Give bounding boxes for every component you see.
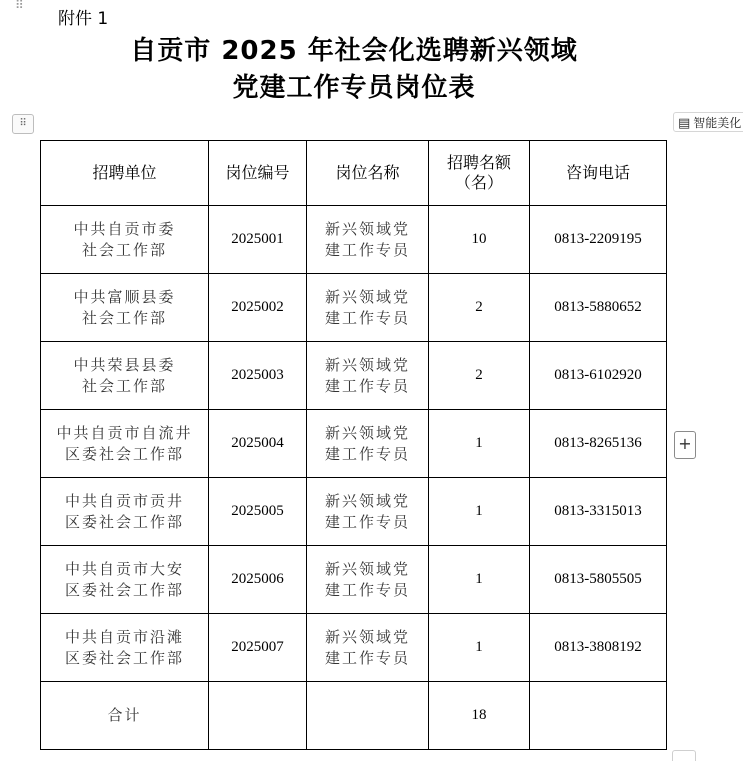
- unit-line1: 中共自贡市自流井: [56, 423, 193, 442]
- position-name-cell: [307, 274, 429, 342]
- count-cell: 1: [429, 478, 530, 546]
- unit-cell: [41, 206, 209, 274]
- position-name-line1: 新兴领域党: [324, 423, 410, 442]
- count-cell: 10: [429, 206, 530, 274]
- count-cell: 1: [429, 614, 530, 682]
- header-count: [429, 141, 530, 206]
- position-name-line1: 新兴领域党: [324, 627, 410, 646]
- code-cell: 2025004: [209, 410, 307, 478]
- position-name-line1: 新兴领域党: [324, 287, 410, 306]
- header-name: 岗位名称: [307, 141, 429, 206]
- phone-cell: 0813-2209195: [530, 206, 667, 274]
- phone-cell: 0813-6102920: [530, 342, 667, 410]
- unit-line1: 中共自贡市沿滩: [64, 627, 184, 646]
- unit-line2: 区委社会工作部: [64, 444, 184, 463]
- count-cell: 2: [429, 342, 530, 410]
- table-row: [41, 410, 667, 478]
- unit-line1: 中共自贡市贡井: [64, 491, 184, 510]
- table-row: [41, 342, 667, 410]
- unit-cell: [41, 274, 209, 342]
- header-phone: 咨询电话: [530, 141, 667, 206]
- phone-cell: 0813-3315013: [530, 478, 667, 546]
- unit-line1: 中共自贡市委: [73, 219, 176, 238]
- header-code: 岗位编号: [209, 141, 307, 206]
- phone-cell: 0813-5880652: [530, 274, 667, 342]
- count-cell: 1: [429, 410, 530, 478]
- position-name-line2: 建工作专员: [324, 580, 410, 599]
- page-title: 自贡市 2025 年社会化选聘新兴领域: [130, 36, 578, 66]
- unit-line1: 中共自贡市大安: [64, 559, 184, 578]
- position-name-line1: 新兴领域党: [324, 219, 410, 238]
- table-resize-handle[interactable]: [672, 750, 696, 761]
- position-name-line1: 新兴领域党: [324, 559, 410, 578]
- unit-line2: 社会工作部: [81, 240, 167, 259]
- phone-cell: 0813-8265136: [530, 410, 667, 478]
- drag-handle-icon[interactable]: ⠿: [15, 0, 25, 12]
- code-cell: 2025005: [209, 478, 307, 546]
- position-name-line2: 建工作专员: [324, 308, 410, 327]
- position-name-cell: [307, 342, 429, 410]
- table-row: [41, 274, 667, 342]
- table-move-handle-icon[interactable]: ⠿: [12, 114, 34, 134]
- table-row: [41, 614, 667, 682]
- code-cell: 2025003: [209, 342, 307, 410]
- total-row: [41, 682, 667, 750]
- total-count-cell: 18: [429, 682, 530, 750]
- position-name-cell: [307, 614, 429, 682]
- empty-cell: [307, 682, 429, 750]
- position-name-line2: 建工作专员: [324, 444, 410, 463]
- count-cell: 2: [429, 274, 530, 342]
- add-row-button[interactable]: +: [674, 431, 696, 459]
- header-count-line1: 招聘名额: [446, 153, 511, 172]
- code-cell: 2025001: [209, 206, 307, 274]
- phone-cell: 0813-5805505: [530, 546, 667, 614]
- unit-cell: [41, 410, 209, 478]
- position-name-line2: 建工作专员: [324, 240, 410, 259]
- attachment-label: 附件 1: [58, 9, 109, 29]
- header-count-line2: （名）: [454, 173, 503, 192]
- code-cell: 2025007: [209, 614, 307, 682]
- count-cell: 1: [429, 546, 530, 614]
- position-name-line1: 新兴领域党: [324, 491, 410, 510]
- unit-line2: 社会工作部: [81, 376, 167, 395]
- code-cell: 2025002: [209, 274, 307, 342]
- code-cell: 2025006: [209, 546, 307, 614]
- unit-line2: 区委社会工作部: [64, 580, 184, 599]
- position-name-line2: 建工作专员: [324, 648, 410, 667]
- table-row: [41, 478, 667, 546]
- smart-beautify-button[interactable]: [673, 112, 743, 132]
- position-name-cell: [307, 546, 429, 614]
- unit-cell: [41, 546, 209, 614]
- position-table: [40, 140, 667, 750]
- position-name-cell: [307, 206, 429, 274]
- position-name-line1: 新兴领域党: [324, 355, 410, 374]
- page-subtitle: 党建工作专员岗位表: [232, 73, 476, 103]
- empty-cell: [530, 682, 667, 750]
- position-name-cell: [307, 478, 429, 546]
- header-unit: 招聘单位: [41, 141, 209, 206]
- table-header-row: [41, 141, 667, 206]
- unit-line1: 中共富顺县委: [73, 287, 176, 306]
- phone-cell: 0813-3808192: [530, 614, 667, 682]
- table-layout-icon: ▤: [678, 116, 691, 131]
- total-label-cell: 合计: [41, 682, 209, 750]
- unit-cell: [41, 478, 209, 546]
- unit-line2: 区委社会工作部: [64, 512, 184, 531]
- position-name-line2: 建工作专员: [324, 376, 410, 395]
- unit-cell: [41, 342, 209, 410]
- empty-cell: [209, 682, 307, 750]
- unit-line2: 社会工作部: [81, 308, 167, 327]
- position-name-line2: 建工作专员: [324, 512, 410, 531]
- unit-line2: 区委社会工作部: [64, 648, 184, 667]
- position-name-cell: [307, 410, 429, 478]
- table-row: [41, 546, 667, 614]
- unit-cell: [41, 614, 209, 682]
- smart-beautify-label: 智能美化: [693, 116, 742, 130]
- unit-line1: 中共荣县县委: [73, 355, 176, 374]
- table-row: [41, 206, 667, 274]
